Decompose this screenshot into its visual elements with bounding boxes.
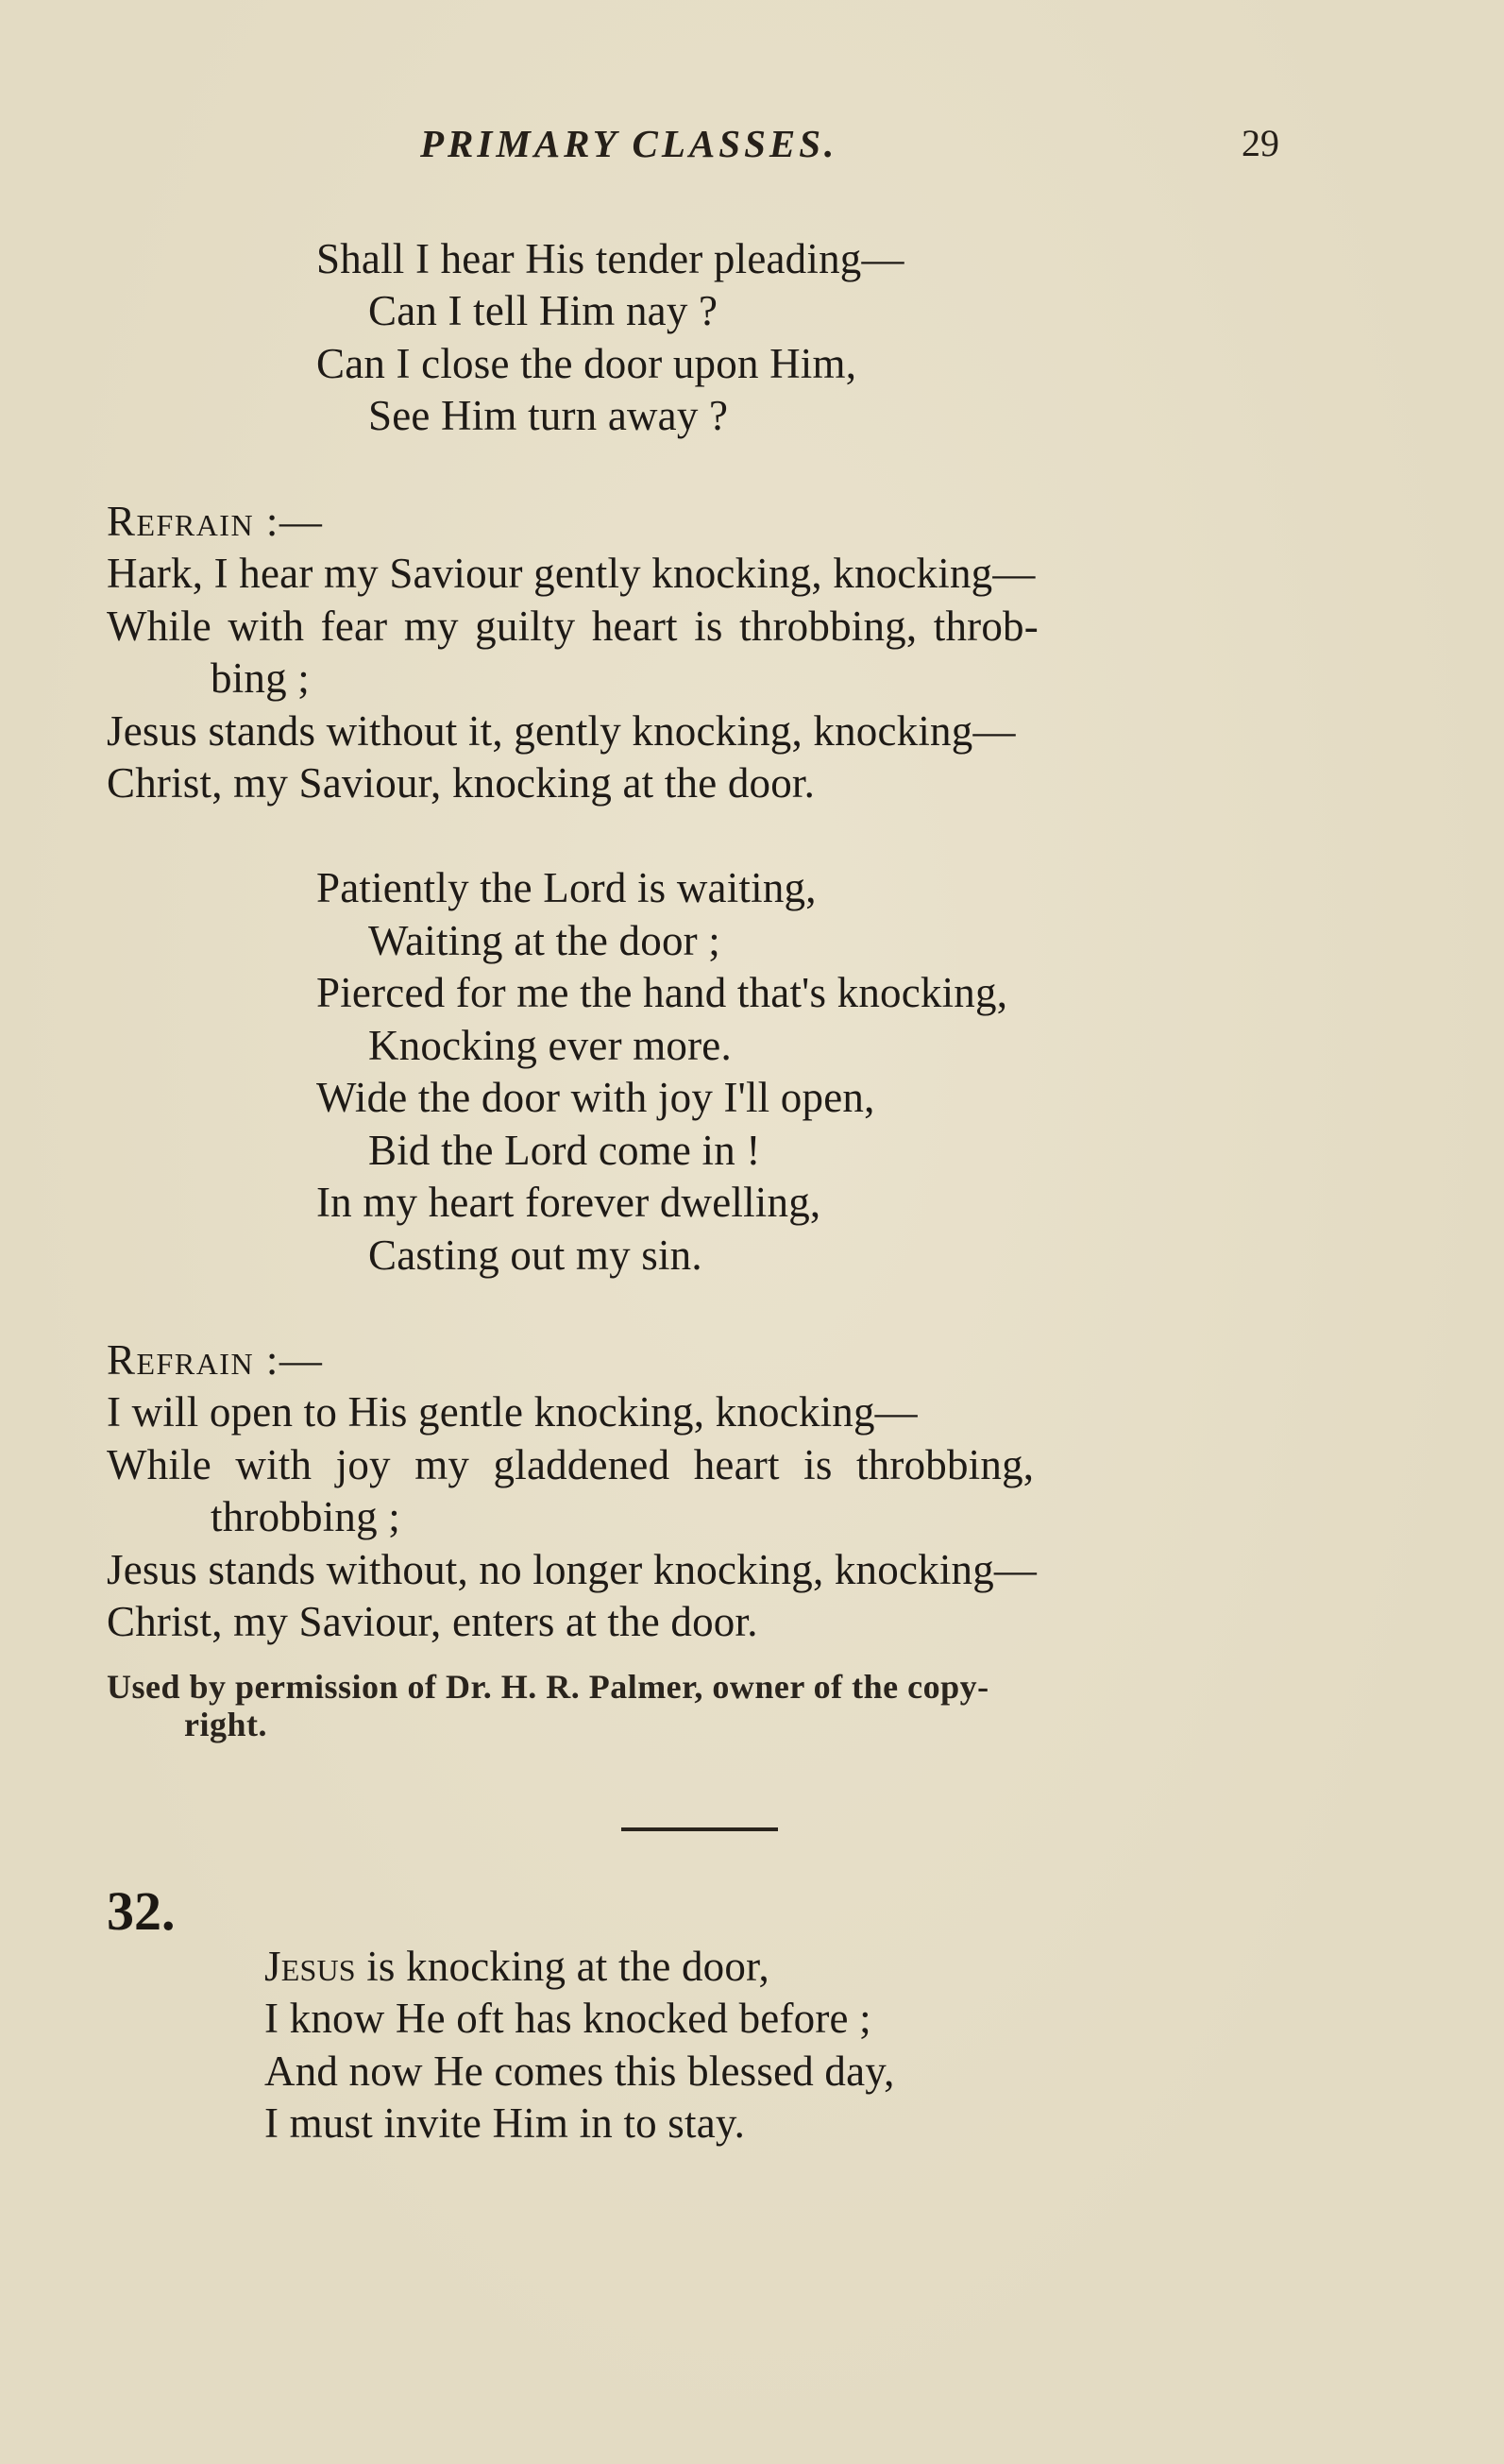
hymn-line: I know He oft has knocked before ; (264, 1995, 871, 2042)
hymn-line-rest: is knocking at the door, (355, 1943, 769, 1990)
refrain-label: Refrain :— (107, 1336, 324, 1384)
stanza-line: Patiently the Lord is waiting, (316, 864, 817, 911)
refrain-line: bing ; (211, 654, 310, 702)
refrain-line: Christ, my Saviour, enters at the door. (107, 1598, 758, 1645)
refrain-line: While with joy my gladdened heart is throbbing, (107, 1441, 1035, 1488)
stanza-line: Can I close the door upon Him, (316, 340, 857, 387)
stanza-line: Shall I hear His tender pleading— (316, 235, 904, 282)
refrain-line: Hark, I hear my Saviour gently knocking, knocking— (107, 550, 1036, 597)
refrain-line: Jesus stands without it, gently knocking, knocking— (107, 707, 1016, 755)
refrain-line: While with fear my guilty heart is throbbing, throb- (107, 603, 1039, 650)
stanza-line: Casting out my sin. (368, 1232, 702, 1279)
refrain-line: I will open to His gentle knocking, knocking— (107, 1388, 918, 1436)
copyright-credit: right. (184, 1706, 267, 1743)
copyright-credit: Used by permission of Dr. H. R. Palmer, owner of the copy- (107, 1668, 989, 1706)
section-divider (621, 1827, 778, 1831)
page-number: 29 (1242, 122, 1279, 164)
refrain-line: Christ, my Saviour, knocking at the door. (107, 759, 816, 807)
stanza-line: Pierced for me the hand that's knocking, (316, 969, 1008, 1016)
refrain-line: Jesus stands without, no longer knocking, knocking— (107, 1546, 1038, 1593)
stanza-line: Wide the door with joy I'll open, (316, 1074, 875, 1121)
stanza-line: Bid the Lord come in ! (368, 1127, 761, 1174)
stanza-line: Waiting at the door ; (368, 917, 720, 964)
drop-initial: J (264, 1943, 281, 1990)
hymn-line (264, 1941, 769, 1993)
stanza-line: Can I tell Him nay ? (368, 287, 718, 334)
hymn-line: And now He comes this blessed day, (264, 2048, 895, 2095)
hymn-line: I must invite Him in to stay. (264, 2099, 746, 2147)
hymn-number: 32. (107, 1880, 176, 1942)
running-header: PRIMARY CLASSES. (420, 122, 838, 165)
stanza-line: Knocking ever more. (368, 1022, 732, 1069)
stanza-line: See Him turn away ? (368, 392, 729, 439)
first-word-rest: esus (280, 1943, 356, 1990)
refrain-line: throbbing ; (211, 1493, 400, 1540)
stanza-line: In my heart forever dwelling, (316, 1179, 821, 1226)
refrain-label: Refrain :— (107, 498, 324, 545)
